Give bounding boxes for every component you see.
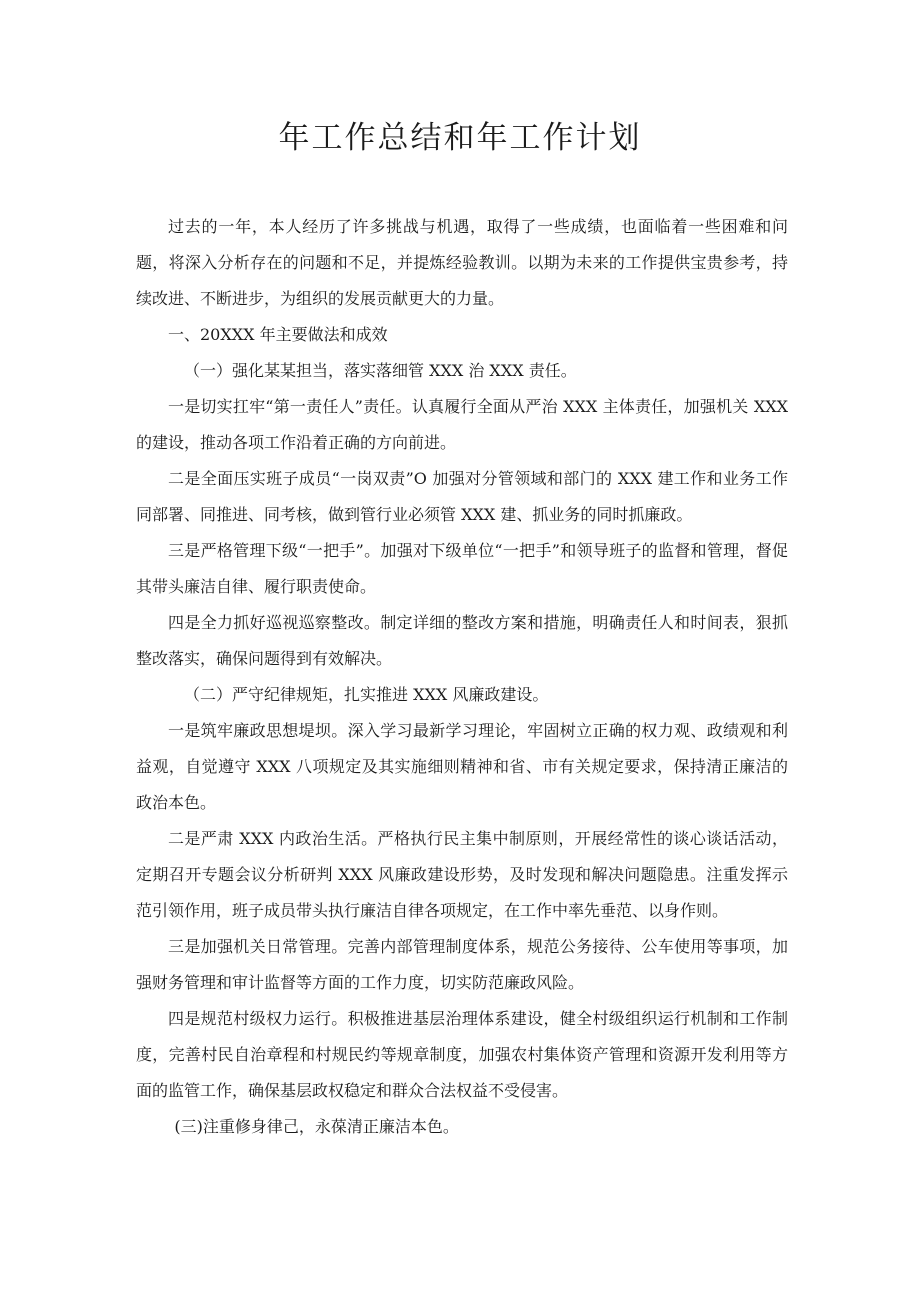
document-body (136, 209, 788, 1145)
paragraph-item-2-4: 四是规范村级权力运行。积极推进基层治理体系建设，健全村级组织运行机制和工作制度，完善村民自治章程和村规民约等规章制度，加强农村集体资产管理和资源开发利用等方面的监管工作，确保基层政权稳定和群众合法权益不受侵害。 (136, 1009, 788, 1100)
paragraph-item-1-2: 二是全面压实班子成员“一岗双责”O 加强对分管领域和部门的 XXX 建工作和业务工作同部署、同推进、同考核，做到管行业必须管 XXX 建、抓业务的同时抓廉政。 (136, 469, 788, 524)
paragraph-item-2-2: 二是严肃 XXX 内政治生活。严格执行民主集中制原则，开展经常性的谈心谈话活动，定期召开专题会议分析研判 XXX 风廉政建设形势，及时发现和解决问题隐患。注重发挥示范引领作用，班子成员带头执行廉洁自律各项规定，在工作中率先垂范、以身作则。 (136, 829, 788, 920)
subsection-heading-2: （二）严守纪律规矩，扎实推进 XXX 风廉政建设。 (184, 685, 549, 704)
subsection-heading-1: （一）强化某某担当，落实落细管 XXX 治 XXX 责任。 (184, 361, 577, 380)
section-heading-1: 一、20XXX 年主要做法和成效 (168, 325, 388, 344)
paragraph-item-1-3: 三是严格管理下级“一把手”。加强对下级单位“一把手”和领导班子的监督和管理，督促其带头廉洁自律、履行职责使命。 (136, 541, 788, 596)
paragraph-item-2-3: 三是加强机关日常管理。完善内部管理制度体系，规范公务接待、公车使用等事项，加强财务管理和审计监督等方面的工作力度，切实防范廉政风险。 (136, 937, 788, 992)
intro-paragraph: 过去的一年，本人经历了许多挑战与机遇，取得了一些成绩，也面临着一些困难和问题，将深入分析存在的问题和不足，并提炼经验教训。以期为未来的工作提供宝贵参考，持续改进、不断进步，为组织的发展贡献更大的力量。 (136, 217, 788, 308)
paragraph-item-1-4: 四是全力抓好巡视巡察整改。制定详细的整改方案和措施，明确责任人和时间表，狠抓整改落实，确保问题得到有效解决。 (136, 613, 788, 668)
document-title: 年工作总结和年工作计划 (278, 120, 642, 156)
paragraph-item-1-1: 一是切实扛牢“第一责任人”责任。认真履行全面从严治 XXX 主体责任，加强机关 XXX 的建设，推动各项工作沿着正确的方向前进。 (136, 397, 788, 452)
subsection-heading-3: (三)注重修身律己，永葆清正廉洁本色。 (174, 1117, 459, 1136)
paragraph-item-2-1: 一是筑牢廉政思想堤坝。深入学习最新学习理论，牢固树立正确的权力观、政绩观和利益观，自觉遵守 XXX 八项规定及其实施细则精神和省、市有关规定要求，保持清正廉洁的政治本色。 (136, 721, 788, 812)
